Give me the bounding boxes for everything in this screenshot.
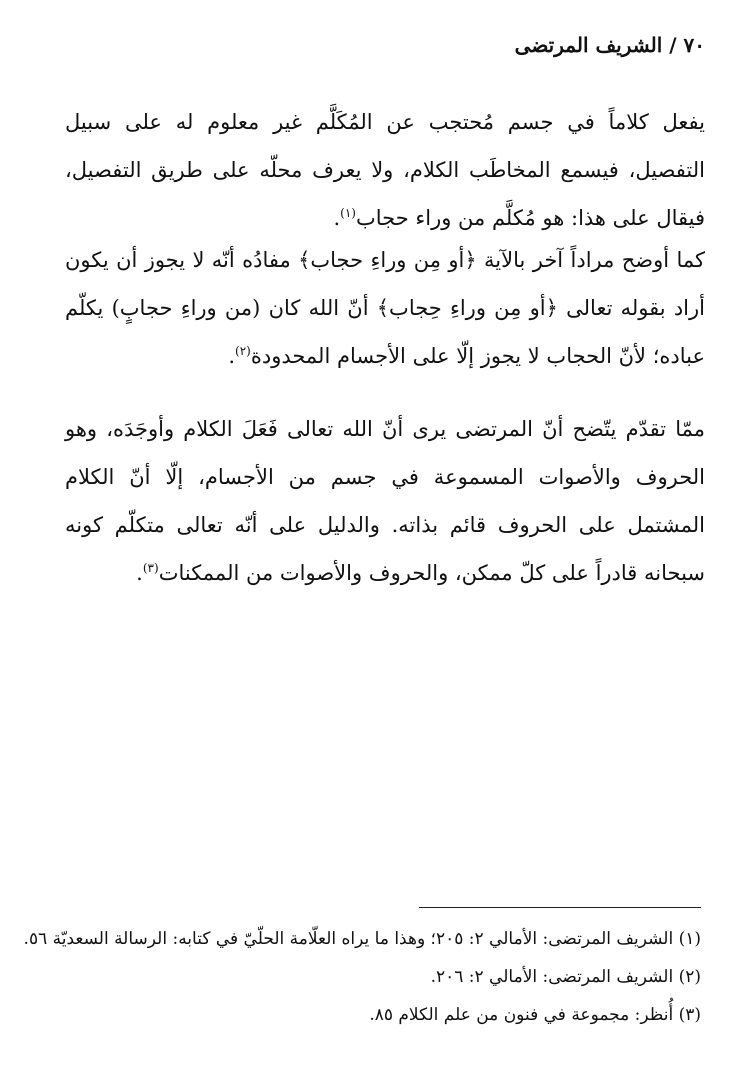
- header-separator: /: [669, 33, 677, 57]
- footnote-3: (٣) أُنظر: مجموعة في فنون من علم الكلام ٨٥.: [369, 1005, 701, 1025]
- paragraph-text: كما أوضح مراداً آخر بالآية ﴿أو مِن وراءِ حجاب﴾ مفادُه أنّه لا يجوز أن يكون أراد بقوله تعالى ﴿أو مِن وراءِ حِجاب﴾ أنّ الله كان (من وراءِ حجابٍ) يكلّم عباده؛ لأنّ الحجاب لا يجوز إلّا على الأجسام المحدودة: [65, 248, 705, 368]
- footnote-ref-2[interactable]: (٢): [235, 344, 251, 358]
- paragraph-end: .: [228, 344, 236, 368]
- paragraph-end: .: [333, 206, 341, 230]
- paragraph-1: [65, 98, 705, 242]
- running-header: [515, 33, 705, 57]
- footnotes: [23, 920, 701, 1034]
- paragraph-text: يفعل كلاماً في جسم مُحتجب عن المُكَلَّم غير معلوم له على سبيل التفصيل، فيسمع المخاطَب الكلام، ولا يعرف محلّه على طريق التفصيل، فيقال على هذا: هو مُكلَّم من وراء حجاب: [65, 110, 705, 230]
- footnote-ref-1[interactable]: (١): [340, 206, 356, 220]
- footnote-1: (١) الشريف المرتضى: الأمالي ٢: ٢٠٥؛ وهذا ما يراه العلّامة الحلّيّ في كتابه: الرسالة السعديّة ٥٦.: [23, 929, 701, 949]
- paragraph-3: [65, 405, 705, 597]
- footnote-separator-rule: [419, 907, 701, 908]
- paragraph-end: .: [136, 561, 143, 585]
- paragraph-text: ممّا تقدّم يتّضح أنّ المرتضى يرى أنّ الله تعالى فَعَلَ الكلام وأوجَدَه، وهو الحروف والأصوات المسموعة في جسم من الأجسام، إلّا أنّ الكلام المشتمل على الحروف قائم بذاته. والدليل على أنّه تعالى متكلّم كونه سبحانه قادراً على كلّ ممكن، والحروف والأصوات من الممكنات: [65, 417, 705, 585]
- page-number: ٧٠: [683, 33, 705, 57]
- paragraph-2: [65, 236, 705, 380]
- header-title: الشريف المرتضى: [514, 33, 663, 57]
- footnote-2: (٢) الشريف المرتضى: الأمالي ٢: ٢٠٦.: [430, 967, 701, 987]
- footnote-ref-3[interactable]: (٣): [142, 561, 159, 575]
